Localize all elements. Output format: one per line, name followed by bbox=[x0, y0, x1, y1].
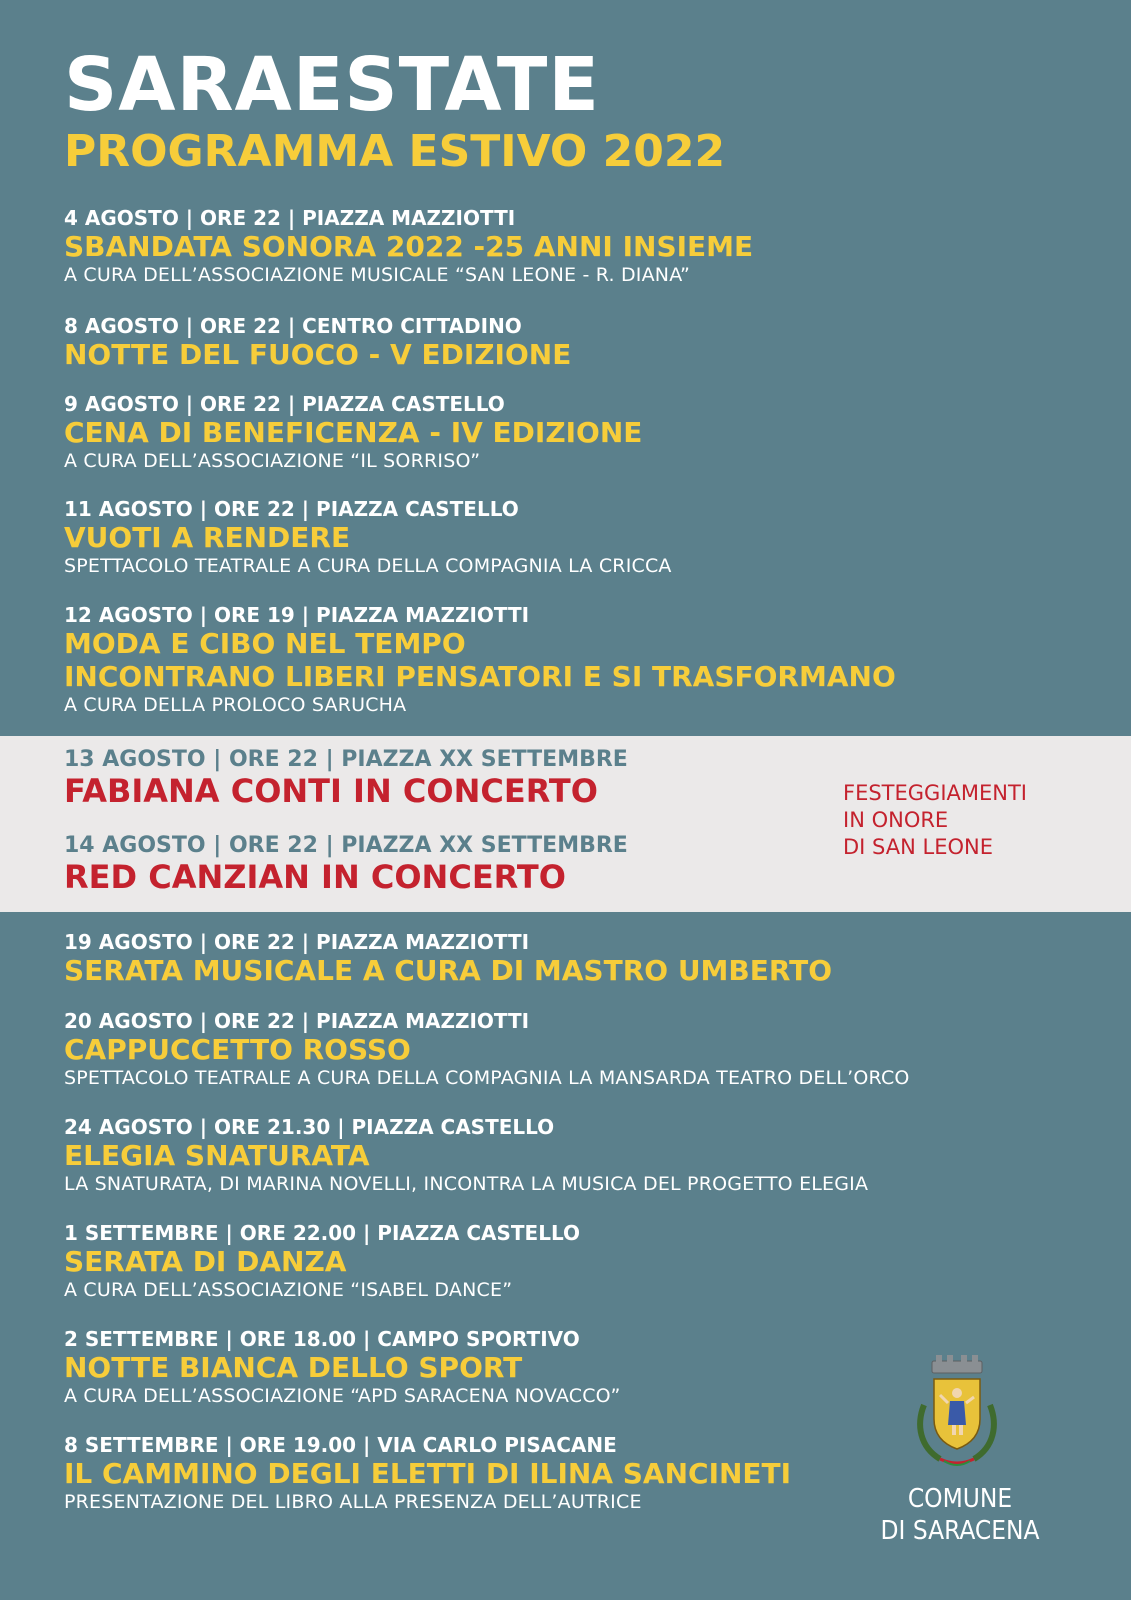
event-name: SERATA MUSICALE A CURA DI MASTRO UMBERTO bbox=[64, 954, 833, 987]
event-meta: 12 AGOSTO | ORE 19 | PIAZZA MAZZIOTTI bbox=[64, 603, 530, 627]
event-meta: 11 AGOSTO | ORE 22 | PIAZZA CASTELLO bbox=[64, 497, 519, 521]
event-name: NOTTE BIANCA DELLO SPORT bbox=[64, 1351, 523, 1384]
event-desc: PRESENTAZIONE DEL LIBRO ALLA PRESENZA DELL’AUTRICE bbox=[64, 1491, 642, 1513]
event-meta: 20 AGOSTO | ORE 22 | PIAZZA MAZZIOTTI bbox=[64, 1009, 530, 1033]
event-name: RED CANZIAN IN CONCERTO bbox=[64, 858, 566, 896]
event-desc: SPETTACOLO TEATRALE A CURA DELLA COMPAGNIA LA CRICCA bbox=[64, 555, 672, 577]
event-item bbox=[64, 1327, 621, 1408]
event-name: SBANDATA SONORA 2022 -25 ANNI INSIEME bbox=[64, 230, 754, 263]
event-item bbox=[64, 206, 753, 287]
event-name: FABIANA CONTI IN CONCERTO bbox=[64, 772, 598, 810]
festivity-note-line: IN ONORE bbox=[843, 808, 949, 832]
event-name: MODA E CIBO NEL TEMPO bbox=[64, 627, 466, 660]
event-name: SERATA DI DANZA bbox=[64, 1245, 347, 1278]
event-meta: 8 AGOSTO | ORE 22 | CENTRO CITTADINO bbox=[64, 314, 522, 338]
event-item bbox=[64, 1221, 580, 1302]
highlight-event bbox=[64, 748, 628, 810]
event-meta: 8 SETTEMBRE | ORE 19.00 | VIA CARLO PISACANE bbox=[64, 1433, 617, 1457]
event-meta: 4 AGOSTO | ORE 22 | PIAZZA MAZZIOTTI bbox=[64, 206, 516, 230]
festivity-note bbox=[843, 780, 1027, 861]
festivity-note-line: FESTEGGIAMENTI bbox=[843, 781, 1027, 805]
event-item bbox=[64, 1009, 910, 1090]
comune-line: DI SARACENA bbox=[880, 1516, 1040, 1546]
event-name: VUOTI A RENDERE bbox=[64, 521, 351, 554]
event-meta: 14 AGOSTO | ORE 22 | PIAZZA XX SETTEMBRE bbox=[64, 833, 628, 858]
event-name: NOTTE DEL FUOCO - V EDIZIONE bbox=[64, 338, 572, 371]
event-name-line2: INCONTRANO LIBERI PENSATORI E SI TRASFORMANO bbox=[64, 660, 896, 693]
event-desc: SPETTACOLO TEATRALE A CURA DELLA COMPAGNIA LA MANSARDA TEATRO DELL’ORCO bbox=[64, 1067, 910, 1089]
comune-label bbox=[860, 1483, 1060, 1547]
event-name: CENA DI BENEFICENZA - IV EDIZIONE bbox=[64, 416, 643, 449]
event-meta: 2 SETTEMBRE | ORE 18.00 | CAMPO SPORTIVO bbox=[64, 1327, 580, 1351]
event-item bbox=[64, 497, 672, 578]
page-title: SARAESTATE bbox=[64, 42, 600, 128]
event-item bbox=[64, 1115, 868, 1196]
event-item bbox=[64, 392, 642, 473]
event-item bbox=[64, 1433, 791, 1514]
event-desc: A CURA DELL’ASSOCIAZIONE “APD SARACENA NOVACCO” bbox=[64, 1385, 621, 1407]
event-item bbox=[64, 930, 832, 987]
event-name: IL CAMMINO DEGLI ELETTI DI ILINA SANCINETI bbox=[64, 1457, 792, 1490]
highlight-event bbox=[64, 834, 628, 896]
event-desc: A CURA DELLA PROLOCO SARUCHA bbox=[64, 694, 407, 716]
event-meta: 9 AGOSTO | ORE 22 | PIAZZA CASTELLO bbox=[64, 392, 505, 416]
event-desc: LA SNATURATA, DI MARINA NOVELLI, INCONTRA LA MUSICA DEL PROGETTO ELEGIA bbox=[64, 1173, 869, 1195]
event-desc: A CURA DELL’ASSOCIAZIONE “IL SORRISO” bbox=[64, 450, 481, 472]
event-item bbox=[64, 314, 571, 371]
event-name: CAPPUCCETTO ROSSO bbox=[64, 1033, 411, 1066]
highlight-band bbox=[0, 736, 1131, 912]
event-meta: 1 SETTEMBRE | ORE 22.00 | PIAZZA CASTELLO bbox=[64, 1221, 580, 1245]
comune-line: COMUNE bbox=[907, 1484, 1013, 1514]
event-desc: A CURA DELL’ASSOCIAZIONE “ISABEL DANCE” bbox=[64, 1279, 513, 1301]
event-item bbox=[64, 603, 896, 717]
page-subtitle: PROGRAMMA ESTIVO 2022 bbox=[64, 126, 726, 177]
event-meta: 13 AGOSTO | ORE 22 | PIAZZA XX SETTEMBRE bbox=[64, 747, 628, 772]
event-meta: 19 AGOSTO | ORE 22 | PIAZZA MAZZIOTTI bbox=[64, 930, 530, 954]
event-name: ELEGIA SNATURATA bbox=[64, 1139, 370, 1172]
coat-of-arms-icon bbox=[910, 1355, 1004, 1475]
festivity-note-line: DI SAN LEONE bbox=[843, 835, 993, 859]
event-desc: A CURA DELL’ASSOCIAZIONE MUSICALE “SAN LEONE - R. DIANA” bbox=[64, 264, 691, 286]
event-meta: 24 AGOSTO | ORE 21.30 | PIAZZA CASTELLO bbox=[64, 1115, 555, 1139]
